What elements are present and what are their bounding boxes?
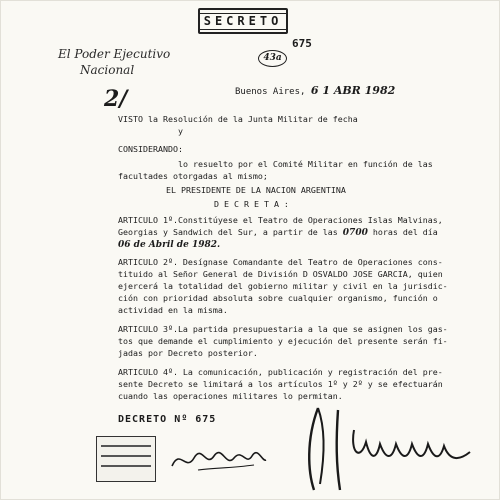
article-3-line-1: ARTICULO 3º.La partida presupuestaria a la que se asignen los gas- xyxy=(118,324,448,334)
signature-right xyxy=(300,400,500,500)
article-1-hour-handwritten: 0700 xyxy=(342,228,368,238)
decreta-heading: D E C R E T A : xyxy=(214,199,289,209)
article-2-line-5: actividad en la misma. xyxy=(118,305,228,315)
letterhead xyxy=(58,46,170,78)
article-4-line-1: ARTICULO 4º. La comunicación, publicación y registración del pre- xyxy=(118,367,443,377)
article-3-line-3: jadas por Decreto posterior. xyxy=(118,348,258,358)
dateline-place: Buenos Aires, xyxy=(235,87,306,97)
decree-label: DECRETO xyxy=(118,414,168,425)
article-4-line-3: cuando las operaciones militares lo permitan. xyxy=(118,391,343,401)
decree-number-line xyxy=(118,414,216,425)
letterhead-line-2: Nacional xyxy=(80,63,135,77)
article-1-line-3 xyxy=(118,238,220,251)
article-3-line-2: tos que demande el cumplimiento y ejecución del presente serán fi- xyxy=(118,336,448,346)
considerando-label: CONSIDERANDO: xyxy=(118,144,183,154)
letterhead-line-1: El Poder Ejecutivo xyxy=(58,47,171,61)
article-1-line-2-end: horas del día xyxy=(372,227,438,237)
visto-line-1: VISTO la Resolución de la Junta Militar de fecha xyxy=(118,114,358,124)
dateline xyxy=(235,84,395,97)
handwritten-initial: 2/ xyxy=(104,86,128,112)
signature-left xyxy=(168,438,268,478)
article-2-line-2: tituido al Señor General de División D OSVALDO JOSE GARCIA, quien xyxy=(118,269,443,279)
official-seal xyxy=(96,436,156,482)
secret-stamp-text: SECRETO xyxy=(198,13,289,30)
considerando-line-1: lo resuelto por el Comité Militar en función de las xyxy=(178,159,433,169)
considerando-line-2: facultades otorgadas al mismo; xyxy=(118,171,268,181)
dateline-date: 6 1 ABR 1982 xyxy=(310,84,396,97)
article-4-line-2: sente Decreto se limitará a los artículos 1º y 2º y se efectuarán xyxy=(118,379,443,389)
article-1-line-2-start: Georgias y Sandwich del Sur, a partir de las xyxy=(118,227,338,237)
article-1-date-handwritten: 06 de Abril de 1982. xyxy=(118,240,221,250)
visto-line-2: y xyxy=(178,126,183,136)
article-1-line-1: ARTICULO 1º.Constitúyese el Teatro de Operaciones Islas Malvinas, xyxy=(118,215,443,225)
document-number: 675 xyxy=(292,37,312,50)
article-2-line-1: ARTICULO 2º. Desígnase Comandante del Teatro de Operaciones cons- xyxy=(118,257,443,267)
decree-number: Nº 675 xyxy=(174,414,217,425)
oval-handwritten-mark: 43a xyxy=(258,50,287,67)
article-2-line-4: ción con prioridad absoluta sobre cualquier organismo, función o xyxy=(118,293,438,303)
secret-stamp xyxy=(198,8,288,34)
president-title: EL PRESIDENTE DE LA NACION ARGENTINA xyxy=(166,185,346,195)
article-2-line-3: ejercerá la totalidad del gobierno militar y civil en la jurisdic- xyxy=(118,281,448,291)
